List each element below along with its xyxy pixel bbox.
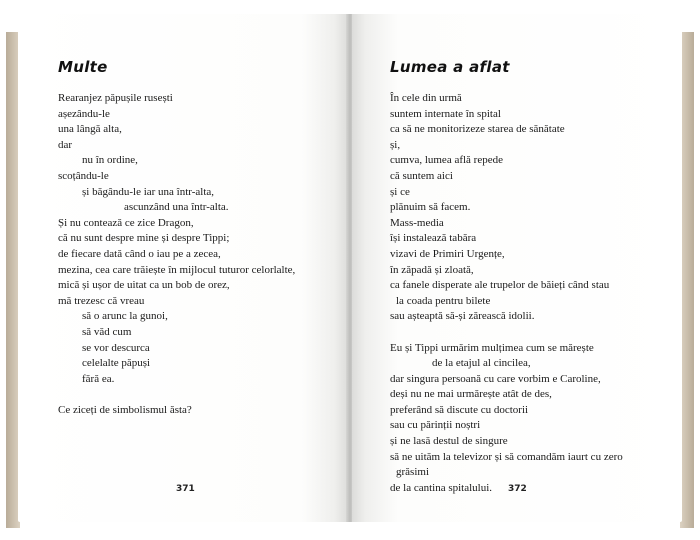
left-page	[18, 14, 348, 522]
left-poem-line: mezina, cea care trăiește în mijlocul tuturor celorlalte,	[58, 263, 296, 276]
right-page	[352, 14, 682, 522]
left-poem-line: că nu sunt despre mine și despre Tippi;	[58, 232, 230, 245]
left-poem-lines	[58, 91, 295, 418]
right-poem-line: și ce	[390, 185, 410, 198]
left-poem-line: mă trezesc că vreau	[58, 294, 145, 307]
right-poem-line: la coada pentru bilete	[396, 294, 491, 307]
left-poem-line: Rearanjez păpușile rusești	[58, 92, 173, 104]
right-poem-line: grăsimi	[396, 466, 429, 479]
left-poem-line: să o arunc la gunoi,	[82, 310, 168, 323]
right-poem-line: dar singura persoană cu care vorbim e Caroline,	[390, 372, 601, 385]
left-poem-line: mică și ușor de uitat ca un bob de orez,	[58, 279, 230, 292]
left-poem-line: să văd cum	[82, 325, 132, 338]
right-page-edges	[680, 32, 694, 528]
left-poem-line: scoțându-le	[58, 169, 109, 182]
right-poem-line: suntem internate în spital	[390, 107, 501, 120]
left-poem-line: se vor descurca	[82, 341, 150, 354]
right-poem-line	[390, 325, 623, 341]
left-poem-line: una lângă alta,	[58, 123, 122, 136]
right-poem-line: de la etajul al cincilea,	[432, 357, 531, 370]
right-poem-line: sau cu părinții noștri	[390, 419, 481, 432]
right-poem-line: deși nu ne mai urmărește atât de des,	[390, 388, 552, 401]
right-poem-line: să ne uităm la televizor și să comandăm iaurt cu zero	[390, 450, 623, 463]
left-poem-line	[58, 387, 295, 403]
right-poem-line: Mass-media	[390, 216, 444, 229]
right-poem-line: Eu și Tippi urmărim mulțimea cum se mărește	[390, 341, 594, 354]
right-poem-line: preferând să discute cu doctorii	[390, 403, 529, 416]
left-page-number: 371	[176, 484, 195, 494]
right-poem-line: și ne lasă destul de singure	[390, 435, 508, 448]
right-poem-line: plănuim să facem.	[390, 201, 471, 214]
right-page-title: Lumea a aflat	[390, 58, 510, 76]
right-poem-line: ca fanele disperate ale trupelor de băieți când stau	[390, 279, 610, 292]
left-poem-line: de fiecare dată când o iau pe a zecea,	[58, 247, 221, 260]
right-poem-line: și,	[390, 138, 401, 151]
right-poem-line: sau așteaptă să-și zărească idolii.	[390, 310, 535, 323]
left-poem-line: ascunzând una într-alta.	[124, 201, 229, 214]
open-book	[6, 14, 694, 528]
right-poem-lines	[390, 91, 623, 496]
left-poem-line: așezându-le	[58, 107, 110, 120]
right-poem-line: vizavi de Primiri Urgențe,	[390, 247, 505, 260]
right-poem-line: cumva, lumea află repede	[390, 154, 503, 167]
right-poem-line: de la cantina spitalului.	[390, 481, 493, 494]
left-poem-line: Ce ziceți de simbolismul ăsta?	[58, 403, 192, 416]
left-poem-line: dar	[58, 138, 73, 151]
left-poem-line: și băgându-le iar una într-alta,	[82, 185, 215, 198]
right-page-number: 372	[508, 484, 527, 494]
left-poem-line: nu în ordine,	[82, 154, 138, 167]
right-poem-line: În cele din urmă	[390, 92, 462, 104]
right-poem-line: își instalează tabăra	[390, 232, 477, 245]
right-poem-line: în zăpadă și zloată,	[390, 263, 474, 276]
left-poem-line: celelalte păpuși	[82, 357, 151, 370]
left-poem-line: fără ea.	[82, 372, 115, 385]
left-page-title: Multe	[58, 58, 108, 76]
right-poem-line: că suntem aici	[390, 169, 453, 182]
left-poem-line: Și nu contează ce zice Dragon,	[58, 216, 194, 229]
right-poem-line: ca să ne monitorizeze starea de sănătate	[390, 123, 565, 136]
